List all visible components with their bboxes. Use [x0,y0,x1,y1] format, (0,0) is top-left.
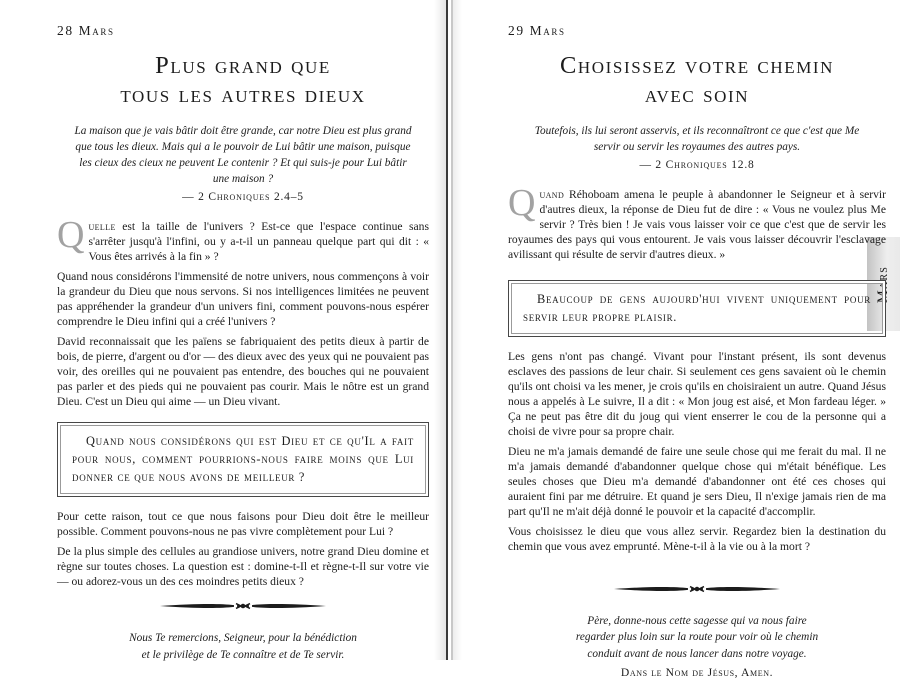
body-text [508,182,886,554]
pull-quote-box: Beaucoup de gens aujourd'hui vivent uniquement pour servir leur propre plaisir. [508,280,886,337]
section-divider [57,599,429,613]
spine-shadow [453,0,462,660]
scripture-epigraph: La maison que je vais bâtir doit être grande, car notre Dieu est plus grand que tous les dieux. Mais qui a le pouvoir de Lui bâtir une maison, puisque les cieux des cieux ne peuvent Le contenir ? Et qui suis-je pour Lui bâtir une maison ? [74,125,412,186]
divider-ornament-icon [612,582,782,596]
paragraph: Pour cette raison, tout ce que nous faisons pour Dieu doit être le meilleur possible. Comment pouvons-nous ne pas vivre complètement pour Lui ? [57,509,429,538]
drop-cap: Q [508,182,536,225]
body-text [57,214,429,589]
drop-cap: Q [57,214,85,257]
title-line: tous les autres dieux [120,80,366,108]
title-line: avec soin [644,80,750,108]
lead-small-caps: uand [539,188,565,202]
spine-shadow [434,0,446,660]
prayer-line: conduit avant de nous lancer dans notre voyage. [587,648,807,661]
right-page [508,0,886,679]
title-line: Choisissez votre chemin [559,52,835,79]
section-divider [508,582,886,596]
paragraph: Les gens n'ont pas changé. Vivant pour l'instant présent, ils sont devenus esclaves des passions de leur chair. Si seulement ces gens savaient où le chemin qu'ils ont choisi va les mener, je crois qu'ils en choisiraient un autre. Quand Jésus nous a appelés à Le suivre, Il a dit : « Mon joug est aisé, et Mon fardeau léger. » Ça ne peut pas être dit du joug qui vient enserrer le cou de la personne qui a choisi de vivre pour sa propre chair. [508,350,886,438]
scripture-epigraph: Toutefois, ils lui seront asservis, et ils reconnaîtront ce que c'est que Me servir ou servir les royaumes des autres pays. [534,125,860,154]
month-tab-label: Mars [875,265,891,303]
paragraph: De la plus simple des cellules au grandiose univers, notre grand Dieu domine et règne sur toutes choses. La question est : domine-t-Il et règne-t-Il sur votre vie — ou adorez-vous un des ces moindres petits dieux ? [57,544,429,588]
devotional-title [57,52,429,109]
scripture-reference: — 2 Chroniques 12.8 [639,159,755,172]
closing-prayer [57,630,429,664]
paragraph [57,214,429,265]
divider-ornament-icon [158,599,328,613]
paragraph-text: Réhoboam amena le peuple à abandonner le Seigneur et à servir d'autres dieux, la réponse de Dieu fut de dire : « Vous ne voulez plus Me servir ? Très bien ! Je vais vous laisser voir ce que c'est que de servir les royaumes des pays qui vous entourent. Je vais vous laisser découvrir l'esclavage avilissant qui résulte de servir d'autres dieux. » [508,188,886,262]
paragraph: Vous choisissez le dieu que vous allez servir. Regardez bien la destination du chemin que vous avez emprunté. Mène-t-il à la vie ou à la mort ? [508,524,886,553]
pull-quote-box: Quand nous considérons qui est Dieu et ce qu'Il a fait pour nous, comment pourrions-nous faire moins que Lui donner ce que nous avons de meilleur ? [57,422,429,497]
paragraph: Dieu ne m'a jamais demandé de faire une seule chose qui me ferait du mal. Il ne m'a jamais demandé d'abandonner quelque chose qui m'était bénéfique. Les seules choses que Dieu m'a demandé d'abandonner ont été ces choses qui auraient fini par me détruire. Et quand je sers Dieu, Il n'exige jamais rien de ma part qu'Il ne m'ait déjà donné le pouvoir et la capacité d'accomplir. [508,444,886,518]
title-line: Plus grand que [155,52,331,79]
left-page [57,0,429,663]
prayer-line: Père, donne-nous cette sagesse qui va nous faire [587,614,807,627]
closing-prayer [508,613,886,664]
date-header: 29 Mars [508,23,566,38]
scripture-reference: — 2 Chroniques 2.4–5 [182,191,304,204]
date-header: 28 Mars [57,23,115,38]
devotional-title [508,52,886,109]
lead-small-caps: uelle [88,220,116,234]
paragraph-text: est la taille de l'univers ? Est-ce que l'espace continue sans s'arrêter jusqu'à l'infini, ou y a-t-il un panneau quelque part qui dit : « Vous êtes arrivés à la fin » ? [88,220,429,264]
prayer-line: et le privilège de Te connaître et de Te servir. [141,648,345,661]
paragraph: David reconnaissait que les païens se fabriquaient des petits dieux à partir de bois, de pierre, d'argent ou d'or — des dieux avec des yeux qui ne pouvaient pas voir, des oreilles qui ne pouvaient pas entendre, des bouches qui ne pouvaient pas parler et des pieds qui ne pouvaient pas courir. Mais le nôtre est un grand Dieu. C'est un Dieu qui aime — un Dieu vivant. [57,335,429,408]
prayer-amen: Dans le Nom de Jésus, Amen. [620,666,774,679]
prayer-line: Nous Te remercions, Seigneur, pour la bénédiction [129,631,357,644]
prayer-line: regarder plus loin sur la route pour voir où le chemin [575,631,819,644]
paragraph: Quand nous considérons l'immensité de notre univers, nous commençons à voir la grandeur du Dieu que nous servons. Si nos intelligences limitées ne peuvent pas appréhender la grandeur d'un univers fini, comment pouvons-nous espérer comprendre le Dieu infini qui a créé l'univers ? [57,270,429,329]
paragraph [508,182,886,263]
